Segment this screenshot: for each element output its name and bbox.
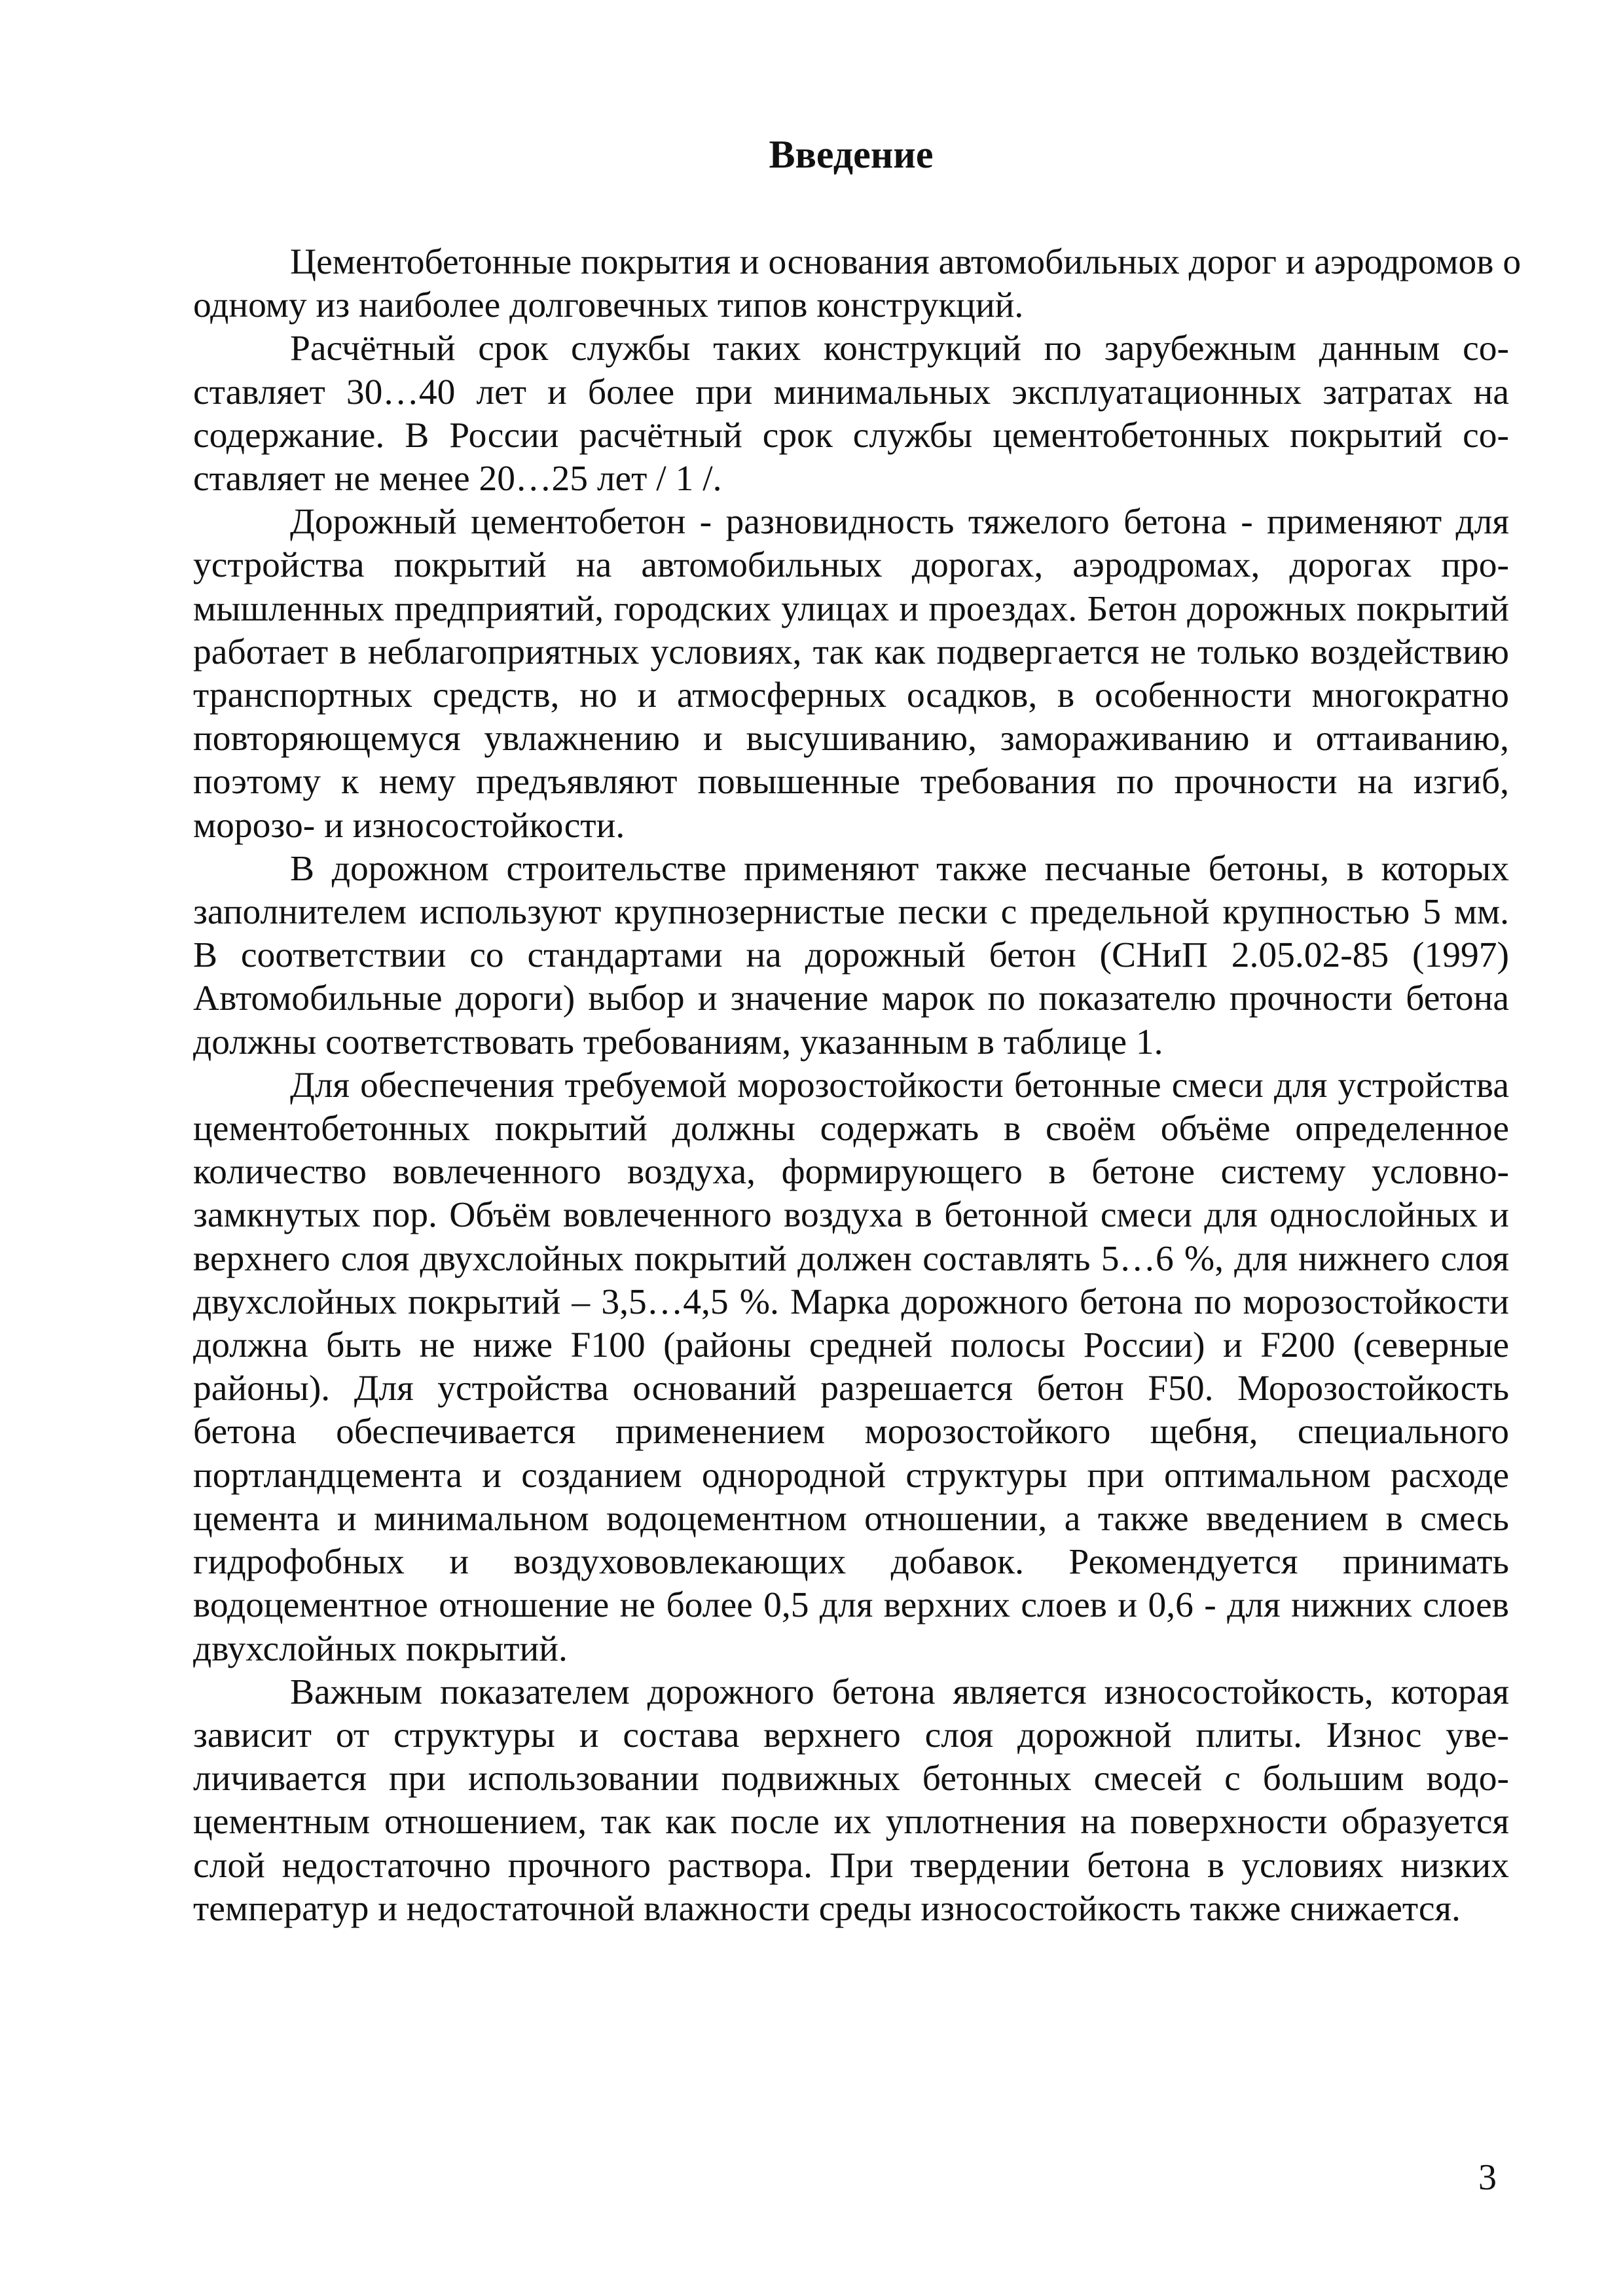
paragraph-2: Расчётный срок службы таких конструкций по зарубежным данным составляет 30…40 лет и более при минимальных эксплуатационных затратах на содержание. В России расчётный срок службы цементобетонных покрытий составляет не менее 20…25 лет / 1 /. (193, 329, 1509, 499)
body-text (193, 241, 1522, 1931)
paragraph-5: Для обеспечения требуемой морозостойкости бетонные смеси для устройства цементобетонных покрытий должны содержать в своём объёме определенное количество вовлеченного воздуха, формирующего в бетоне систему условно-замкнутых пор. Объём вовлеченного воздуха в бетонной смеси для однослойных и верхнего слоя двухслойных покрытий должен составлять 5…6 %, для нижнего слоя двухслойных покрытий – 3,5…4,5 %. Марка дорожного бетона по морозостойкости должна быть не ниже F100 (районы средней полосы России) и F200 (северные районы). Для устройства оснований разрешается бетон F50. Морозостойкость бетона обеспечивается применением морозостойкого щебня, специального портландцемента и созданием однородной структуры при оптимальном расходе цемента и минимальном водоцементном отношении, а также введением в смесь гидрофобных и воздухововлекающих добавок. Рекомендуется принимать водоцементное отношение не более 0,5 для верхних слоев и 0,6 - для нижних слоев двухслойных покрытий. (193, 1065, 1509, 1669)
page-number: 3 (1478, 2157, 1497, 2198)
paragraph-4: В дорожном строительстве применяют также песчаные бетоны, в которых заполнителем используют крупнозернистые пески с предельной крупностью 5 мм. В соответствии со стандартами на дорожный бетон (СНиП 2.05.02-85 (1997) Автомобильные дороги) выбор и значение марок по показателю прочности бетона должны соответствовать требованиям, указанным в таблице 1. (193, 848, 1509, 1062)
paragraph-1-line-1: Цементобетонные покрытия и основания автомобильных дорог и аэродромов о (290, 242, 1522, 282)
paragraph-3: Дорожный цементобетон - разновидность тяжелого бетона - применяют для устройства покрытий на автомобильных дорогах, аэродромах, дорогах промышленных предприятий, городских улицах и проездах. Бетон дорожных покрытий работает в неблагоприятных условиях, так как подвергается не только воздействию транспортных средств, но и атмосферных осадков, в особенности многократно повторяющемуся увлажнению и высушиванию, замораживанию и оттаиванию, поэтому к нему предъявляют повышенные требования по прочности на изгиб, морозо- и износостойкости. (193, 502, 1509, 846)
page-title: Введение (769, 133, 934, 176)
paragraph-1-line-2: одному из наиболее долговечных типов конструкций. (193, 285, 1024, 326)
paragraph-6: Важным показателем дорожного бетона является износостойкость, которая зависит от структуры и состава верхнего слоя дорожной плиты. Износ увеличивается при использовании подвижных бетонных смесей с большим водоцементным отношением, так как после их уплотнения на поверхности образуется слой недостаточно прочного раствора. При твердении бетона в условиях низких температур и недостаточной влажности среды износостойкость также снижается. (193, 1672, 1509, 1929)
paragraph-1 (193, 241, 1623, 327)
